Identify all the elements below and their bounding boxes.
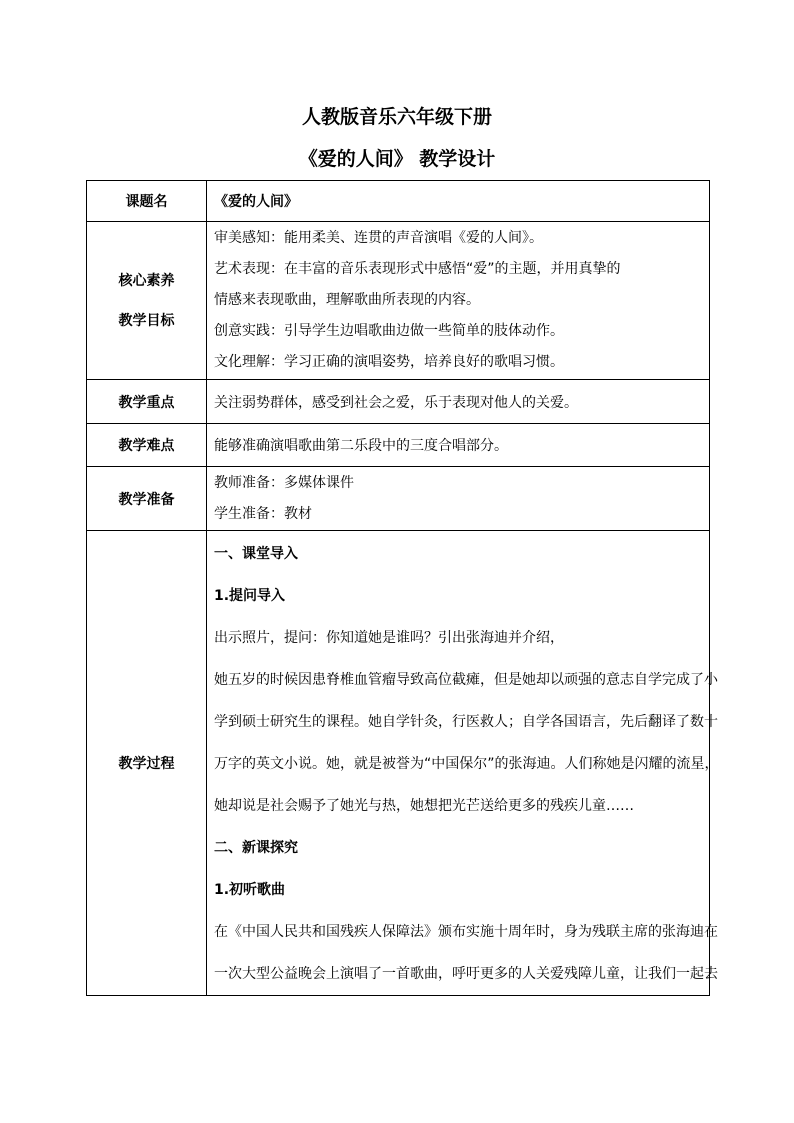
document-title-line1: 人教版音乐六年级下册: [301, 106, 492, 128]
process-line-10: 在《中国人民共和国残疾人保障法》颁布实施十周年时，身为残联主席的张海迪在: [214, 924, 718, 940]
goals-line-5: 文化理解：学习正确的演唱姿势，培养良好的歌唱习惯。: [214, 354, 564, 370]
difficulty-label: 教学难点: [87, 424, 207, 467]
process-line-3: 出示照片，提问：你知道她是谁吗？引出张海迪并介绍，: [214, 630, 564, 646]
goals-content: [207, 222, 710, 380]
process-line-8: 二、新课探究: [214, 840, 298, 856]
process-content: [207, 531, 719, 996]
difficulty-value: 能够准确演唱歌曲第二乐段中的三度合唱部分。: [207, 424, 710, 467]
lesson-plan-table: [86, 180, 719, 996]
goals-label-line1: 核心素养: [118, 272, 175, 289]
goals-line-1: 审美感知：能用柔美、连贯的声音演唱《爱的人间》。: [214, 230, 543, 246]
process-label: 教学过程: [87, 531, 207, 996]
process-line-1: 一、课堂导入: [214, 546, 298, 562]
preparation-student: 学生准备：教材: [214, 505, 312, 522]
process-line-4: 她五岁的时候因患脊椎血管瘤导致高位截瘫，但是她却以顽强的意志自学完成了小: [214, 672, 718, 688]
table-row-preparation: [87, 467, 710, 531]
preparation-content: [207, 467, 710, 531]
process-line-5: 学到硕士研究生的课程。她自学针灸，行医救人；自学各国语言，先后翻译了数十: [214, 714, 718, 730]
key-point-value: 关注弱势群体，感受到社会之爱，乐于表现对他人的关爱。: [207, 380, 710, 424]
process-line-11: 一次大型公益晚会上演唱了一首歌曲，呼吁更多的人关爱残障儿童，让我们一起去: [214, 966, 718, 982]
topic-label: 课题名: [87, 181, 207, 222]
goals-line-3: 情感来表现歌曲，理解歌曲所表现的内容。: [214, 292, 480, 308]
table-row-topic: [87, 181, 710, 222]
document-title-line2: 《爱的人间》 教学设计: [298, 148, 496, 170]
process-line-2: 1.提问导入: [214, 588, 286, 604]
goals-line-4: 创意实践：引导学生边唱歌曲边做一些简单的肢体动作。: [214, 323, 564, 339]
preparation-teacher: 教师准备：多媒体课件: [214, 474, 354, 491]
process-line-9: 1.初听歌曲: [214, 882, 286, 898]
key-point-label: 教学重点: [87, 380, 207, 424]
goals-label-line2: 教学目标: [118, 312, 175, 329]
table-row-difficulty: [87, 424, 710, 467]
table-row-process: [87, 531, 710, 996]
process-line-7: 她却说是社会赐予了她光与热，她想把光芒送给更多的残疾儿童……: [214, 798, 634, 814]
topic-value: 《爱的人间》: [207, 181, 710, 222]
goals-label: [87, 222, 207, 380]
table-row-key-point: [87, 380, 710, 424]
preparation-label: 教学准备: [87, 467, 207, 531]
table-row-goals: [87, 222, 710, 380]
process-line-6: 万字的英文小说。她，就是被誉为“中国保尔”的张海迪。人们称她是闪耀的流星，: [214, 756, 719, 772]
goals-line-2: 艺术表现：在丰富的音乐表现形式中感悟“爱”的主题，并用真挚的: [214, 261, 621, 277]
